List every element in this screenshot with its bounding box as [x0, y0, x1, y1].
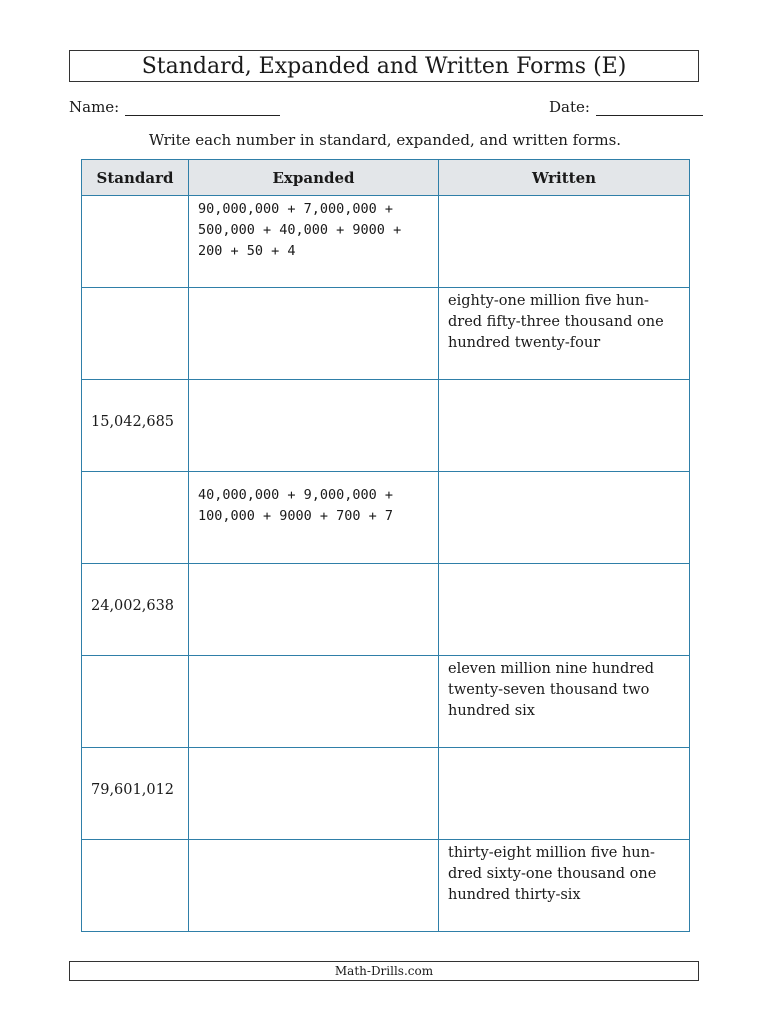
date-line[interactable]: [596, 97, 703, 116]
table-row: [82, 380, 690, 472]
table-row: [82, 840, 690, 932]
header-standard: Standard: [82, 160, 189, 196]
written-cell[interactable]: eleven million nine hundred twenty-seven thousand two hundred six: [439, 656, 690, 748]
expanded-cell[interactable]: [189, 288, 439, 380]
instructions: Write each number in standard, expanded, and written forms.: [148, 131, 622, 149]
worksheet-title: Standard, Expanded and Written Forms (E): [69, 50, 699, 82]
standard-cell[interactable]: 24,002,638: [82, 564, 189, 656]
name-field: [69, 97, 280, 116]
name-line[interactable]: [125, 97, 280, 116]
table-header-row: [82, 160, 690, 196]
standard-cell[interactable]: [82, 288, 189, 380]
written-cell[interactable]: [439, 380, 690, 472]
number-forms-table: [81, 159, 690, 932]
date-field: [549, 97, 703, 116]
table-row: [82, 564, 690, 656]
name-label: Name:: [69, 98, 120, 116]
expanded-cell[interactable]: [189, 564, 439, 656]
written-cell[interactable]: thirty-eight million five hun-dred sixty-one thousand one hundred thirty-six: [439, 840, 690, 932]
standard-cell[interactable]: [82, 196, 189, 288]
footer-source: Math-Drills.com: [69, 961, 699, 981]
written-cell[interactable]: [439, 196, 690, 288]
table-row: [82, 656, 690, 748]
written-cell[interactable]: eighty-one million five hun-dred fifty-three thousand one hundred twenty-four: [439, 288, 690, 380]
expanded-cell[interactable]: [189, 380, 439, 472]
standard-cell[interactable]: [82, 840, 189, 932]
table-row: [82, 472, 690, 564]
date-label: Date:: [549, 98, 590, 116]
expanded-cell[interactable]: 40,000,000 + 9,000,000 + 100,000 + 9000 + 700 + 7: [189, 472, 439, 564]
standard-cell[interactable]: [82, 656, 189, 748]
expanded-cell[interactable]: [189, 656, 439, 748]
table-row: [82, 288, 690, 380]
expanded-cell[interactable]: 90,000,000 + 7,000,000 + 500,000 + 40,000 + 9000 + 200 + 50 + 4: [189, 196, 439, 288]
table-row: [82, 748, 690, 840]
expanded-cell[interactable]: [189, 840, 439, 932]
written-cell[interactable]: [439, 748, 690, 840]
header-written: Written: [439, 160, 690, 196]
standard-cell[interactable]: 79,601,012: [82, 748, 189, 840]
table-row: [82, 196, 690, 288]
expanded-cell[interactable]: [189, 748, 439, 840]
standard-cell[interactable]: 15,042,685: [82, 380, 189, 472]
written-cell[interactable]: [439, 472, 690, 564]
header-expanded: Expanded: [189, 160, 439, 196]
written-cell[interactable]: [439, 564, 690, 656]
standard-cell[interactable]: [82, 472, 189, 564]
